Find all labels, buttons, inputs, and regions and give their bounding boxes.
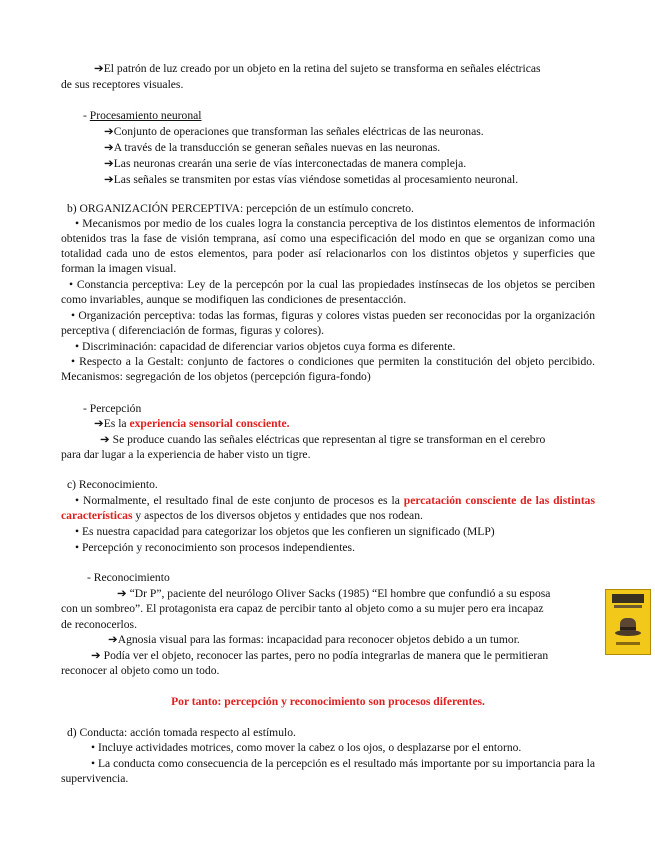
recog-bullet: • Es nuestra capacidad para categorizar los objetos que les confieren un significado (MLP): [75, 525, 495, 538]
perception-item: ➔Es la experiencia sensorial consciente.: [94, 417, 290, 430]
org-paragraph: • Discriminación: capacidad de diferenciar varios objetos cuya forma es diferente.: [75, 340, 456, 353]
org-paragraph: • Respecto a la Gestalt: conjunto de factores o condiciones que permiten la constitución del objeto percibido. Mecanismos: segregación de los objetos (percepción figura-fondo): [61, 355, 595, 383]
recog2-item-cont: con un sombreo”. El protagonista era capaz de percibir tanto al objeto como a su mujer pero era incapaz: [61, 602, 544, 615]
org-paragraph: • Constancia perceptiva: Ley de la percepcón por la cual las propiedades instínsecas de los objetos se perciben como invariables, aunque se modifiquen las condiciones de presentacción.: [61, 278, 595, 306]
recog-heading: c) Reconocimiento.: [67, 478, 158, 491]
book-cover-image: [605, 589, 651, 655]
recog-bullet: • Percepción y reconocimiento son procesos independientes.: [75, 541, 355, 554]
recog-paragraph: • Normalmente, el resultado final de este conjunto de procesos es la percatación consciente de las distintas características y aspectos de los diversos objetos y entidades que nos rodean.: [61, 494, 595, 522]
conduct-bullet: • Incluye actividades motrices, como mover la cabez o los ojos, o desplazarse por el entorno.: [91, 741, 522, 754]
intro-arrow-line-cont: de sus receptores visuales.: [61, 78, 184, 91]
arrow-icon: ➔: [94, 62, 104, 75]
org-heading: b) ORGANIZACIÓN PERCEPTIVA: percepción de un estímulo concreto.: [67, 202, 414, 215]
recog2-item-cont: de reconocerlos.: [61, 618, 137, 631]
neural-item: ➔A través de la transducción se generan señales nuevas en las neuronas.: [104, 141, 441, 154]
arrow-icon: ➔: [104, 173, 114, 186]
org-paragraph: • Mecanismos por medio de los cuales logra la constancia perceptiva de los distintos elementos de información obtenidos tras la fase de visión temprana, así como una especificación del modo en que se organizan como una totalidad cada uno de estos elementos, para poder así relacionarlos con los distintos objetos y superficies que forman la imagen visual.: [61, 217, 595, 275]
arrow-icon: ➔: [104, 141, 114, 154]
recog2-item-cont: reconocer al objeto como un todo.: [61, 664, 220, 677]
intro-arrow-line: ➔El patrón de luz creado por un objeto en la retina del sujeto se transforma en señales eléctricas: [94, 62, 541, 75]
perception-item-cont: para dar lugar a la experiencia de haber visto un tigre.: [61, 448, 311, 461]
arrow-icon: ➔: [94, 417, 104, 430]
recog2-item: ➔Agnosia visual para las formas: incapacidad para reconocer objetos debido a un tumor.: [108, 633, 520, 646]
arrow-icon: ➔: [100, 433, 110, 446]
org-paragraph: • Organización perceptiva: todas las formas, figuras y colores vistas pueden ser reconocidas por la organización perceptiva ( diferenciación de formas, figuras y colores).: [61, 309, 595, 337]
arrow-icon: ➔: [117, 587, 127, 600]
arrow-icon: ➔: [104, 157, 114, 170]
neural-heading: - Procesamiento neuronal: [83, 109, 202, 122]
recog2-item: ➔ “Dr P”, paciente del neurólogo Oliver Sacks (1985) “El hombre que confundió a su esposa: [117, 587, 551, 600]
conduct-heading: d) Conducta: acción tomada respecto al estímulo.: [67, 726, 296, 739]
arrow-icon: ➔: [91, 649, 101, 662]
neural-item: ➔Conjunto de operaciones que transforman las señales eléctricas de las neuronas.: [104, 125, 484, 138]
arrow-icon: ➔: [108, 633, 118, 646]
neural-item: ➔Las señales se transmiten por estas vías viéndose sometidas al procesamiento neuronal.: [104, 173, 519, 186]
conduct-paragraph: • La conducta como consecuencia de la percepción es el resultado más importante por su importancia para la supervivencia.: [61, 757, 595, 785]
conclusion: Por tanto: percepción y reconocimiento son procesos diferentes.: [171, 695, 485, 708]
neural-item: ➔Las neuronas crearán una serie de vías interconectadas de manera compleja.: [104, 157, 467, 170]
perception-item: ➔ Se produce cuando las señales eléctricas que representan al tigre se transforman en el cerebro: [100, 433, 546, 446]
recog2-heading: - Reconocimiento: [87, 571, 170, 584]
perception-heading: - Percepción: [83, 402, 142, 415]
recog2-item: ➔ Podía ver el objeto, reconocer las partes, pero no podía integrarlas de manera que le permitieran: [91, 649, 549, 662]
arrow-icon: ➔: [104, 125, 114, 138]
